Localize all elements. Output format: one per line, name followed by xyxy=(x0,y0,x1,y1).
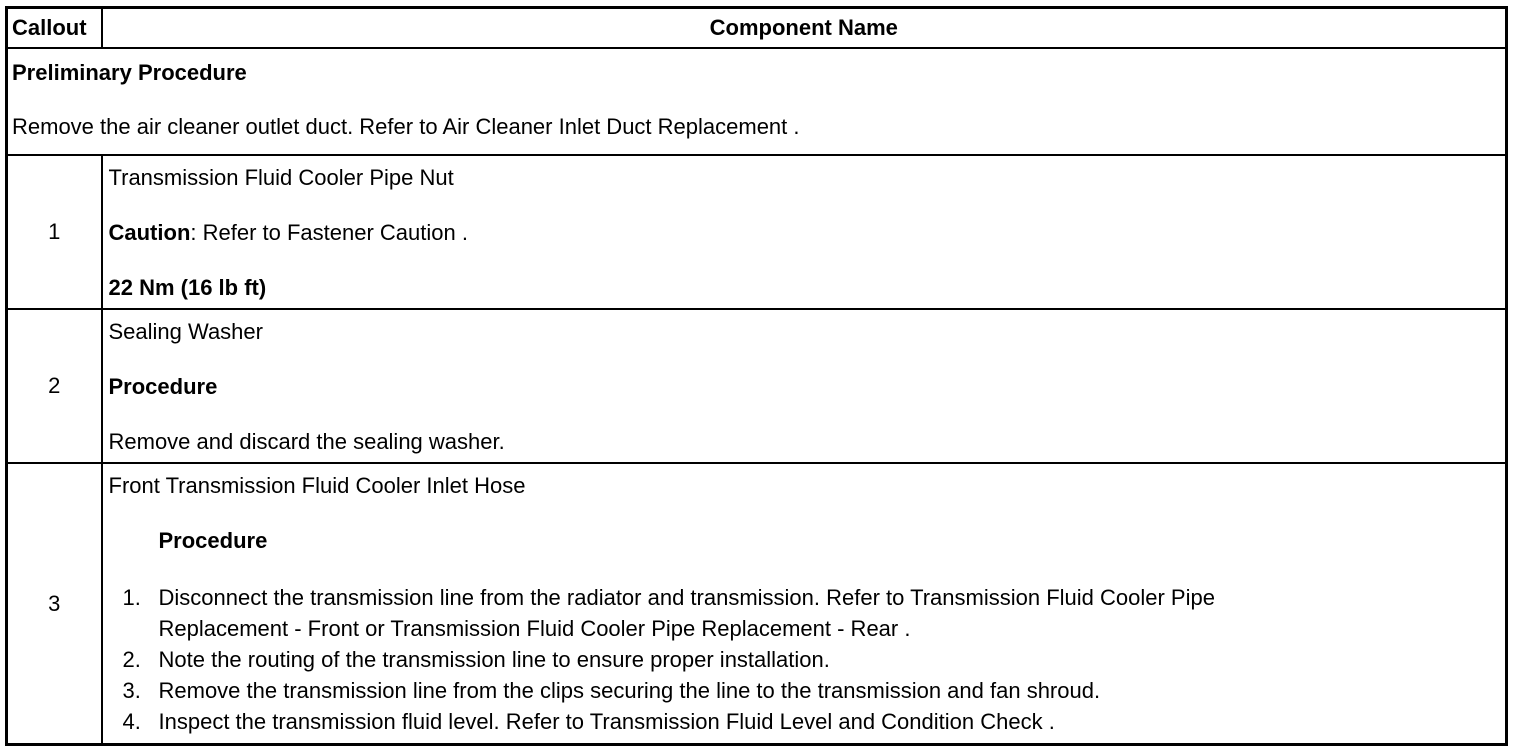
component-name: Transmission Fluid Cooler Pipe Nut xyxy=(108,165,454,190)
header-callout: Callout xyxy=(7,8,102,49)
caution-line xyxy=(109,219,1506,247)
step-number: 1. xyxy=(122,585,141,610)
step-text: Remove the transmission line from the clips securing the line to the transmission and fan shroud. xyxy=(158,678,1101,703)
table-row xyxy=(7,155,1507,309)
step-number: 2. xyxy=(122,647,141,672)
caution-text: : Refer to Fastener Caution . xyxy=(190,220,468,245)
component-cell xyxy=(102,463,1507,745)
step-text: Note the routing of the transmission line to ensure proper installation. xyxy=(158,647,830,672)
list-item xyxy=(109,706,1506,737)
list-item xyxy=(109,582,1506,644)
table-row xyxy=(7,463,1507,745)
preliminary-text: Remove the air cleaner outlet duct. Refer to Air Cleaner Inlet Duct Replacement . xyxy=(12,114,800,139)
torque-spec: 22 Nm (16 lb ft) xyxy=(108,275,267,300)
component-name: Sealing Washer xyxy=(108,319,263,344)
procedure-label: Procedure xyxy=(158,528,268,553)
callout-number: 1 xyxy=(7,155,102,309)
component-table xyxy=(5,6,1508,746)
step-text-continued: Replacement - Front or Transmission Fluid Cooler Pipe Replacement - Rear . xyxy=(158,616,911,641)
procedure-text: Remove and discard the sealing washer. xyxy=(108,429,505,454)
step-text: Disconnect the transmission line from the radiator and transmission. Refer to Transmission Fluid Cooler Pipe xyxy=(158,585,1215,610)
component-cell xyxy=(102,155,1507,309)
procedure-steps xyxy=(109,582,1506,737)
callout-number: 2 xyxy=(7,309,102,463)
step-number: 4. xyxy=(122,709,141,734)
preliminary-row xyxy=(7,48,1507,155)
callout-number: 3 xyxy=(7,463,102,745)
step-text: Inspect the transmission fluid level. Refer to Transmission Fluid Level and Condition Check . xyxy=(158,709,1055,734)
caution-label: Caution xyxy=(108,220,191,245)
list-item xyxy=(109,644,1506,675)
step-number: 3. xyxy=(122,678,141,703)
component-name: Front Transmission Fluid Cooler Inlet Hose xyxy=(108,473,526,498)
list-item xyxy=(109,675,1506,706)
header-component-name: Component Name xyxy=(102,8,1507,49)
component-cell xyxy=(102,309,1507,463)
table-header-row xyxy=(7,8,1507,49)
procedure-label: Procedure xyxy=(108,374,218,399)
preliminary-title: Preliminary Procedure xyxy=(12,60,247,85)
preliminary-cell xyxy=(7,48,1507,155)
table-row xyxy=(7,309,1507,463)
